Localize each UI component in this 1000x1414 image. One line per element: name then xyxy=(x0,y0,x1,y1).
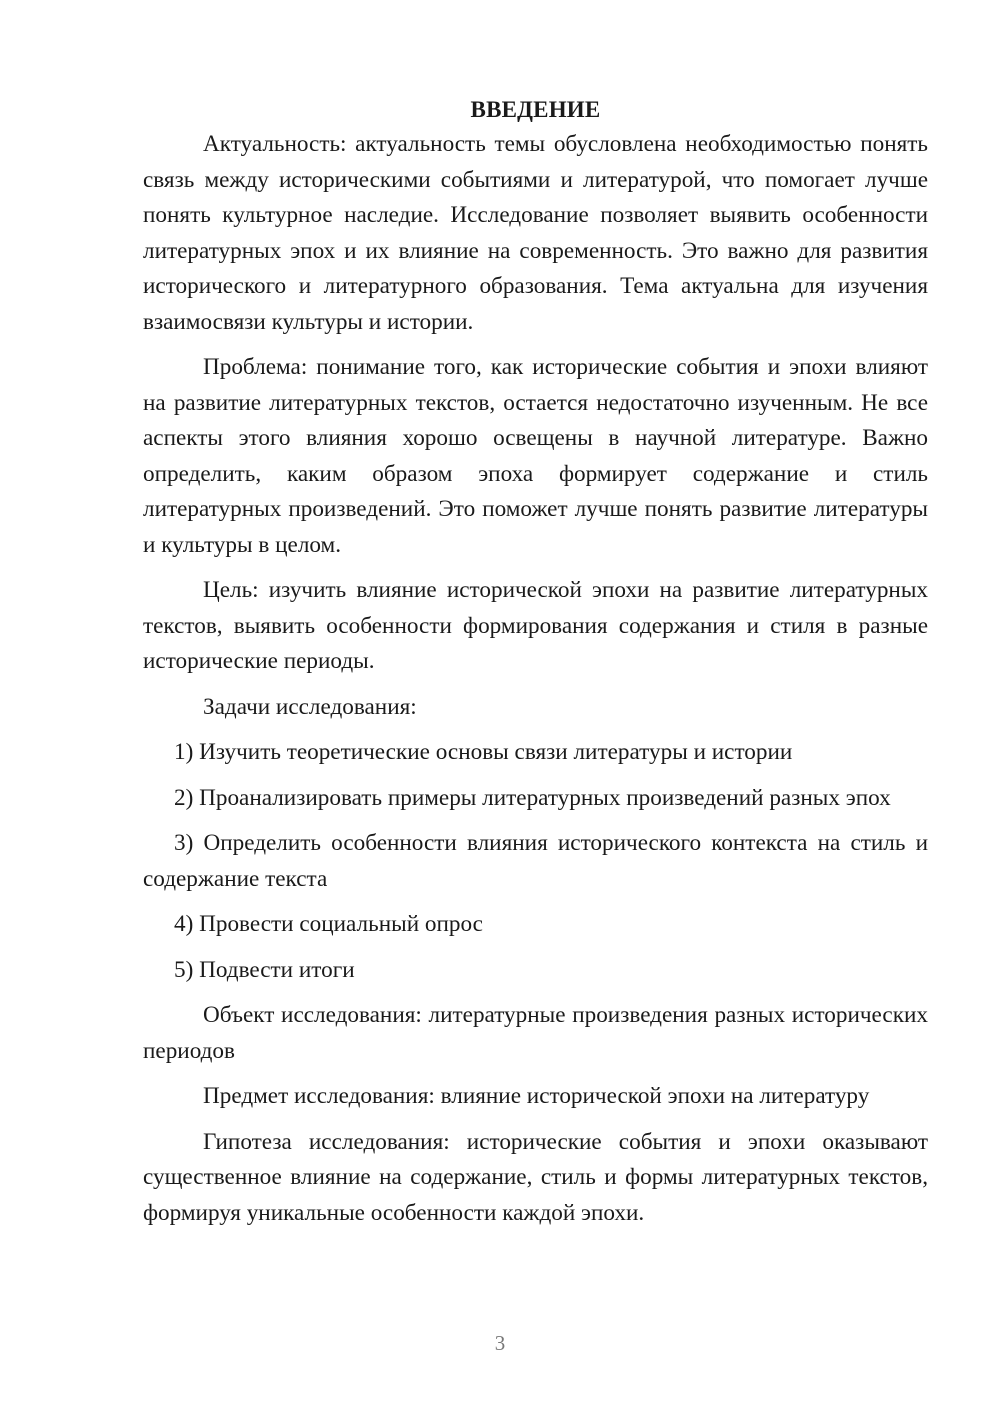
page-title: ВВЕДЕНИЕ xyxy=(470,97,601,122)
paragraph-object: Объект исследования: литературные произведения разных исторических периодов xyxy=(143,1002,928,1064)
list-item: 3) Определить особенности влияния исторического контекста на стиль и содержание текста xyxy=(143,830,928,892)
paragraph-tasks-heading: Задачи исследования: xyxy=(203,693,417,720)
list-item: 1) Изучить теоретические основы связи литературы и истории xyxy=(174,739,793,765)
list-item: 5) Подвести итоги xyxy=(174,956,355,983)
page-content xyxy=(143,92,928,1231)
paragraph-problem: Проблема: понимание того, как исторические события и эпохи влияют на развитие литературных текстов, остается недостаточно изученным. Не все аспекты этого влияния хорошо освещены в научной литературе. Важно определить, каким образом эпоха формирует содержание и стиль литературных произведений. Это поможет лучше понять развитие литературы и культуры в целом. xyxy=(143,354,928,558)
paragraph-subject: Предмет исследования: влияние исторической эпохи на литературу xyxy=(203,1083,870,1109)
task-list xyxy=(143,735,928,988)
list-item: 4) Провести социальный опрос xyxy=(174,911,483,937)
paragraph-goal: Цель: изучить влияние исторической эпохи на развитие литературных текстов, выявить особенности формирования содержания и стиля в разные исторические периоды. xyxy=(143,577,928,674)
list-item: 2) Проанализировать примеры литературных произведений разных эпох xyxy=(174,784,891,811)
paragraph-hypothesis: Гипотеза исследования: исторические события и эпохи оказывают существенное влияние на содержание, стиль и формы литературных текстов, формируя уникальные особенности каждой эпохи. xyxy=(143,1128,928,1226)
paragraph-relevance: Актуальность: актуальность темы обусловлена необходимостью понять связь между историческими событиями и литературой, что помогает лучше понять культурное наследие. Исследование позволяет выявить особенности литературных эпох и их влияние на современность. Это важно для развития исторического и литературного образования. Тема актуальна для изучения взаимосвязи культуры и истории. xyxy=(143,131,928,335)
page-number: 3 xyxy=(494,1331,506,1355)
